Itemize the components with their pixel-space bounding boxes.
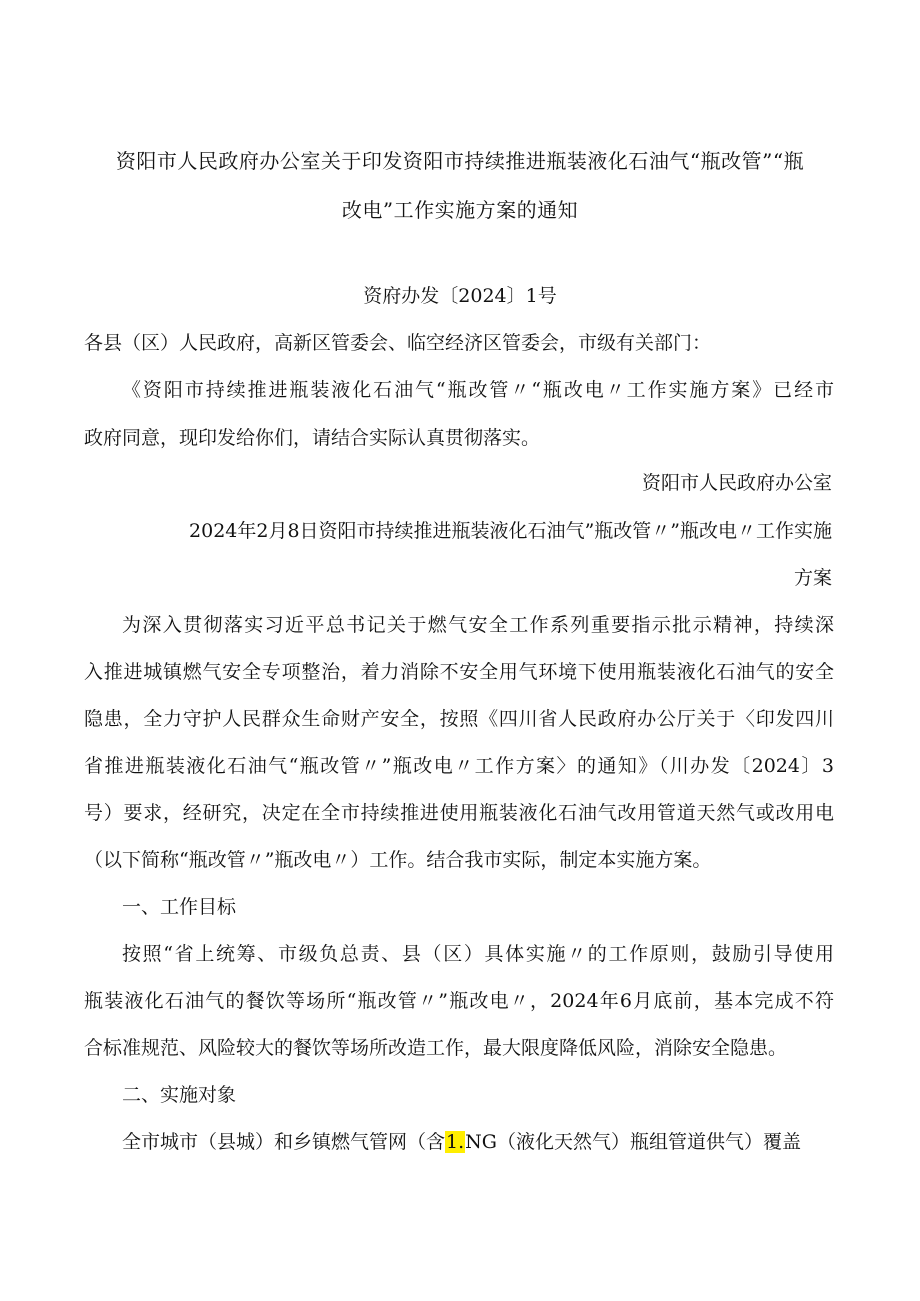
addressee: 各县（区）人民政府，高新区管委会、临空经济区管委会，市级有关部门： (84, 332, 712, 354)
document-title-line1: 资阳市人民政府办公室关于印发资阳市持续推进瓶装液化石油气“瓶改管”“瓶 (115, 149, 805, 173)
para1-line1: 为深入贯彻落实习近平总书记关于燃气安全工作系列重要指示批示精神，持续深 (122, 614, 834, 636)
para1-line2: 入推进城镇燃气安全专项整治，着力消除不安全用气环境下使用瓶装液化石油气的安全 (84, 661, 834, 683)
document-title-line2: 改电”工作实施方案的通知 (341, 198, 579, 222)
para2-line2: 瓶装液化石油气的餐饮等场所“瓶改管〃”瓶改电〃，2024年6月底前，基本完成不符 (84, 990, 834, 1012)
para2-line3: 合标准规范、风险较大的餐饮等场所改造工作，最大限度降低风险，消除安全隐患。 (84, 1037, 788, 1059)
intro-line1: 《资阳市持续推进瓶装液化石油气“瓶改管〃“瓶改电〃工作实施方案》已经市 (122, 379, 834, 401)
section2-heading: 二、实施对象 (122, 1084, 237, 1106)
para1-line6: （以下简称“瓶改管〃”瓶改电〃）工作。结合我市实际，制定本实施方案。 (84, 849, 712, 871)
date-heading-line1: 2024年2月8日资阳市持续推进瓶装液化石油气”瓶改管〃”瓶改电〃工作实施 (189, 520, 832, 542)
para3-text-before: 全市城市（县城）和乡镇燃气管网（含 (122, 1131, 446, 1153)
issuer: 资阳市人民政府办公室 (641, 472, 832, 494)
document-number: 资府办发〔2024〕1号 (363, 285, 557, 307)
para3-text-after: NG（液化天然气）瓶组管道供气）覆盖 (465, 1131, 801, 1153)
para3-line1 (122, 1129, 834, 1155)
para1-line3: 隐患，全力守护人民群众生命财产安全，按照《四川省人民政府办公厅关于〈印发四川 (84, 708, 834, 730)
para1-line5: 号）要求，经研究，决定在全市持续推进使用瓶装液化石油气改用管道天然气或改用电 (84, 802, 834, 824)
date-heading-line2: 方案 (793, 567, 832, 589)
intro-line2: 政府同意，现印发给你们，请结合实际认真贯彻落实。 (84, 427, 541, 449)
para1-line4: 省推进瓶装液化石油气“瓶改管〃”瓶改电〃工作方案〉的通知》（川办发〔2024〕3 (84, 755, 834, 777)
section1-heading: 一、工作目标 (122, 896, 237, 918)
highlighted-text: 1. (446, 1131, 465, 1153)
para2-line1: 按照“省上统筹、市级负总责、县（区）具体实施〃的工作原则，鼓励引导使用 (122, 943, 834, 965)
